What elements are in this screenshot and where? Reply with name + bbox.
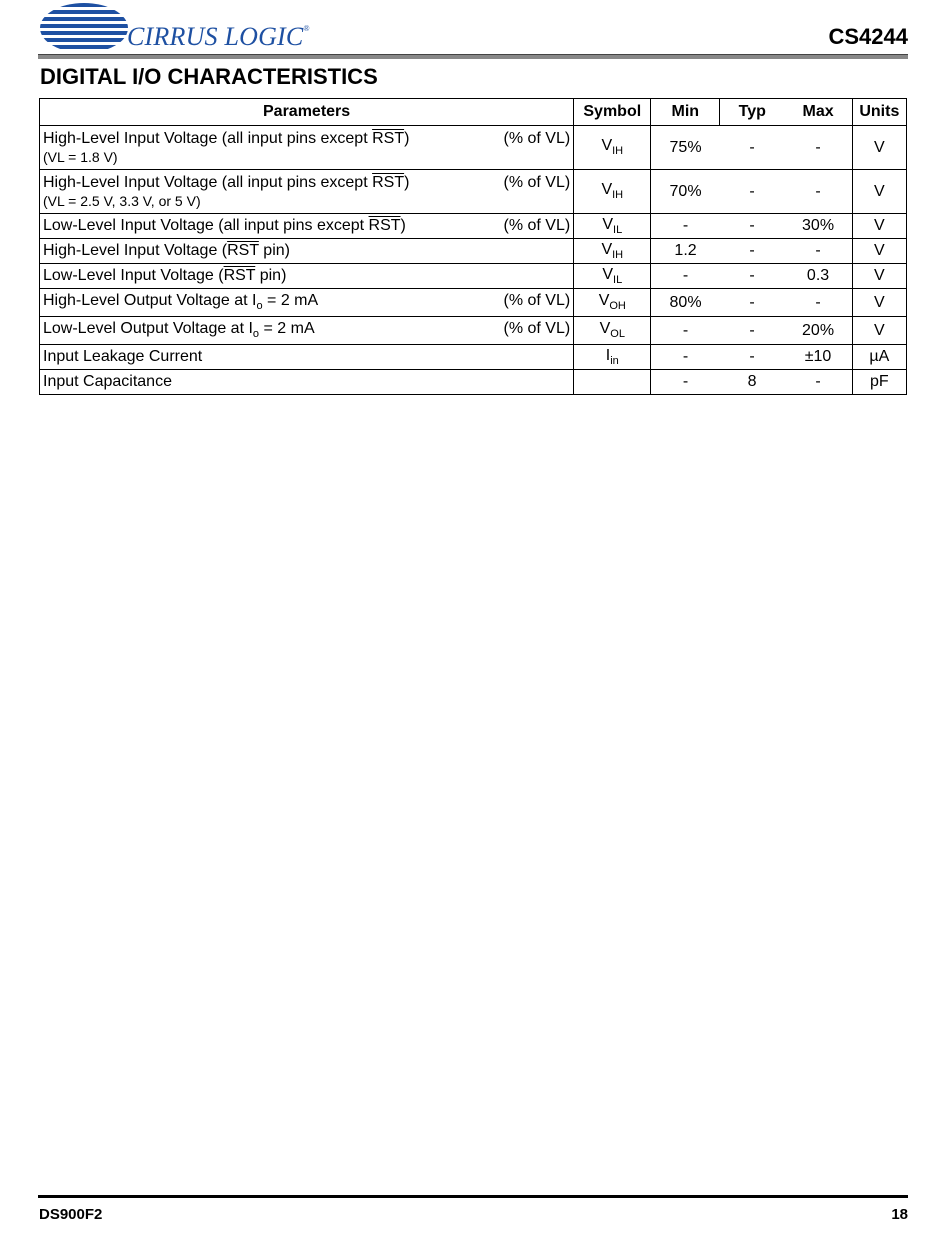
table-row bbox=[40, 264, 907, 289]
min-cell: - bbox=[651, 370, 720, 395]
symbol: V bbox=[602, 265, 614, 283]
param-line bbox=[43, 373, 570, 391]
footer-rule bbox=[38, 1195, 908, 1198]
units-cell: V bbox=[852, 289, 906, 317]
col-header-max: Max bbox=[784, 99, 852, 126]
rst-overline: $\overline{RST}$ bbox=[368, 217, 401, 234]
typ-cell: - bbox=[720, 317, 785, 345]
symbol-subscript: OH bbox=[609, 300, 626, 313]
cirrus-logo-icon bbox=[38, 2, 128, 54]
symbol-subscript: OL bbox=[610, 328, 625, 341]
typ-cell: - bbox=[720, 289, 785, 317]
units-cell: µA bbox=[852, 345, 906, 370]
units-cell: V bbox=[852, 170, 906, 214]
units-cell: pF bbox=[852, 370, 906, 395]
page-header bbox=[0, 0, 950, 62]
rst-overline: $\overline{RST}$ bbox=[227, 242, 259, 259]
header-rule bbox=[38, 54, 908, 59]
param-note: (% of VL) bbox=[503, 320, 571, 338]
symbol-subscript: in bbox=[610, 355, 619, 368]
param-cell bbox=[40, 345, 574, 370]
param-text bbox=[43, 267, 286, 285]
symbol-cell bbox=[574, 345, 651, 370]
param-name: Input Leakage Current bbox=[43, 348, 203, 365]
typ-cell: - bbox=[720, 264, 785, 289]
param-subscript: o bbox=[252, 328, 260, 341]
min-cell: 80% bbox=[651, 289, 720, 317]
param-suffix: ) bbox=[404, 130, 410, 147]
typ-cell: 8 bbox=[720, 370, 785, 395]
table-row bbox=[40, 317, 907, 345]
symbol: V bbox=[599, 320, 611, 338]
param-line bbox=[43, 267, 570, 285]
max-cell: - bbox=[784, 126, 852, 170]
rst-overline: $\overline{RST}$ bbox=[372, 130, 405, 147]
logo-text: CIRRUS LOGIC bbox=[127, 22, 304, 51]
param-text bbox=[43, 373, 172, 391]
param-line bbox=[43, 217, 570, 235]
symbol-cell bbox=[574, 264, 651, 289]
typ-cell: - bbox=[720, 345, 785, 370]
param-suffix: = 2 mA bbox=[259, 320, 315, 338]
symbol-cell bbox=[574, 126, 651, 170]
symbol-subscript: IH bbox=[612, 249, 624, 262]
param-condition: (VL = 2.5 V, 3.3 V, or 5 V) bbox=[43, 193, 201, 209]
param-cell bbox=[40, 170, 574, 214]
param-cell bbox=[40, 239, 574, 264]
symbol-cell bbox=[574, 239, 651, 264]
param-suffix: ) bbox=[400, 217, 406, 234]
section-title: DIGITAL I/O CHARACTERISTICS bbox=[40, 64, 378, 89]
col-header-units: Units bbox=[852, 99, 906, 126]
part-number: CS4244 bbox=[828, 24, 908, 49]
symbol: V bbox=[601, 137, 613, 155]
table-row bbox=[40, 239, 907, 264]
units-cell: V bbox=[852, 126, 906, 170]
rst-overline: $\overline{RST}$ bbox=[223, 267, 256, 284]
param-name: Input Capacitance bbox=[43, 373, 172, 390]
param-cell bbox=[40, 289, 574, 317]
max-cell: - bbox=[784, 289, 852, 317]
max-cell: 20% bbox=[784, 317, 852, 345]
max-cell: - bbox=[784, 370, 852, 395]
max-cell: ±10 bbox=[784, 345, 852, 370]
table-row bbox=[40, 370, 907, 395]
digital-io-table bbox=[39, 98, 907, 395]
table-row bbox=[40, 170, 907, 214]
typ-cell: - bbox=[720, 126, 785, 170]
table-row bbox=[40, 214, 907, 239]
param-note: (% of VL) bbox=[503, 217, 571, 234]
param-text bbox=[43, 130, 409, 148]
param-note: (% of VL) bbox=[503, 174, 571, 191]
min-cell: 1.2 bbox=[651, 239, 720, 264]
symbol-cell bbox=[574, 214, 651, 239]
param-note: (% of VL) bbox=[503, 292, 571, 310]
typ-cell: - bbox=[720, 214, 785, 239]
param-text bbox=[43, 292, 318, 312]
min-cell: 70% bbox=[651, 170, 720, 214]
param-suffix: pin) bbox=[255, 267, 287, 284]
param-text bbox=[43, 320, 315, 340]
col-header-typ: Typ bbox=[720, 99, 785, 126]
symbol-subscript: IH bbox=[612, 189, 624, 202]
param-name: High-Level Output Voltage at I bbox=[43, 292, 257, 310]
symbol: I bbox=[605, 346, 611, 364]
min-cell: - bbox=[651, 214, 720, 239]
param-name: Low-Level Input Voltage (all input pins except bbox=[43, 217, 369, 234]
symbol-subscript: IL bbox=[613, 224, 623, 237]
param-text bbox=[43, 217, 406, 235]
table-header-row bbox=[40, 99, 907, 126]
max-cell: - bbox=[784, 239, 852, 264]
table-body bbox=[40, 126, 907, 395]
param-suffix: = 2 mA bbox=[262, 292, 319, 310]
param-condition: (VL = 1.8 V) bbox=[43, 149, 118, 165]
min-cell: - bbox=[651, 317, 720, 345]
min-cell: 75% bbox=[651, 126, 720, 170]
param-name: Low-Level Output Voltage at I bbox=[43, 320, 253, 338]
param-line bbox=[43, 320, 570, 340]
rst-overline: $\overline{RST}$ bbox=[372, 174, 405, 191]
param-line bbox=[43, 242, 570, 260]
symbol-cell bbox=[574, 289, 651, 317]
param-cell bbox=[40, 214, 574, 239]
param-text bbox=[43, 242, 290, 260]
param-cell bbox=[40, 126, 574, 170]
units-cell: V bbox=[852, 239, 906, 264]
table-row bbox=[40, 126, 907, 170]
registered-mark: ® bbox=[303, 24, 310, 33]
param-note: (% of VL) bbox=[503, 130, 571, 147]
param-line bbox=[43, 348, 570, 366]
max-cell: 30% bbox=[784, 214, 852, 239]
page-number: 18 bbox=[891, 1206, 908, 1223]
param-line bbox=[43, 292, 570, 312]
symbol-subscript: IL bbox=[613, 274, 623, 287]
symbol-cell bbox=[574, 170, 651, 214]
param-name: High-Level Input Voltage (all input pins except bbox=[43, 174, 373, 191]
col-header-parameters: Parameters bbox=[40, 99, 574, 126]
max-cell: - bbox=[784, 170, 852, 214]
param-name: Low-Level Input Voltage ( bbox=[43, 267, 224, 284]
col-header-symbol: Symbol bbox=[574, 99, 651, 126]
table-row bbox=[40, 289, 907, 317]
param-line bbox=[43, 174, 570, 192]
max-cell: 0.3 bbox=[784, 264, 852, 289]
units-cell: V bbox=[852, 264, 906, 289]
min-cell: - bbox=[651, 345, 720, 370]
table-row bbox=[40, 345, 907, 370]
symbol: V bbox=[601, 240, 613, 258]
param-subscript: o bbox=[256, 300, 263, 313]
symbol: V bbox=[601, 181, 613, 199]
symbol: V bbox=[602, 215, 614, 233]
typ-cell: - bbox=[720, 170, 785, 214]
symbol-cell bbox=[574, 317, 651, 345]
typ-cell: - bbox=[720, 239, 785, 264]
param-line bbox=[43, 130, 570, 148]
param-cell bbox=[40, 317, 574, 345]
param-suffix: pin) bbox=[258, 242, 290, 259]
param-cell bbox=[40, 264, 574, 289]
min-cell: - bbox=[651, 264, 720, 289]
param-text bbox=[43, 348, 202, 366]
param-text bbox=[43, 174, 409, 192]
units-cell: V bbox=[852, 214, 906, 239]
col-header-min: Min bbox=[651, 99, 720, 126]
param-name: High-Level Input Voltage ( bbox=[43, 242, 228, 259]
param-cell bbox=[40, 370, 574, 395]
document-id: DS900F2 bbox=[39, 1206, 103, 1223]
symbol: V bbox=[598, 292, 610, 310]
units-cell: V bbox=[852, 317, 906, 345]
symbol-subscript: IH bbox=[612, 145, 624, 158]
symbol-cell bbox=[574, 370, 651, 395]
cirrus-logic-logo bbox=[38, 2, 338, 54]
param-name: High-Level Input Voltage (all input pins except bbox=[43, 130, 373, 147]
param-suffix: ) bbox=[404, 174, 410, 191]
